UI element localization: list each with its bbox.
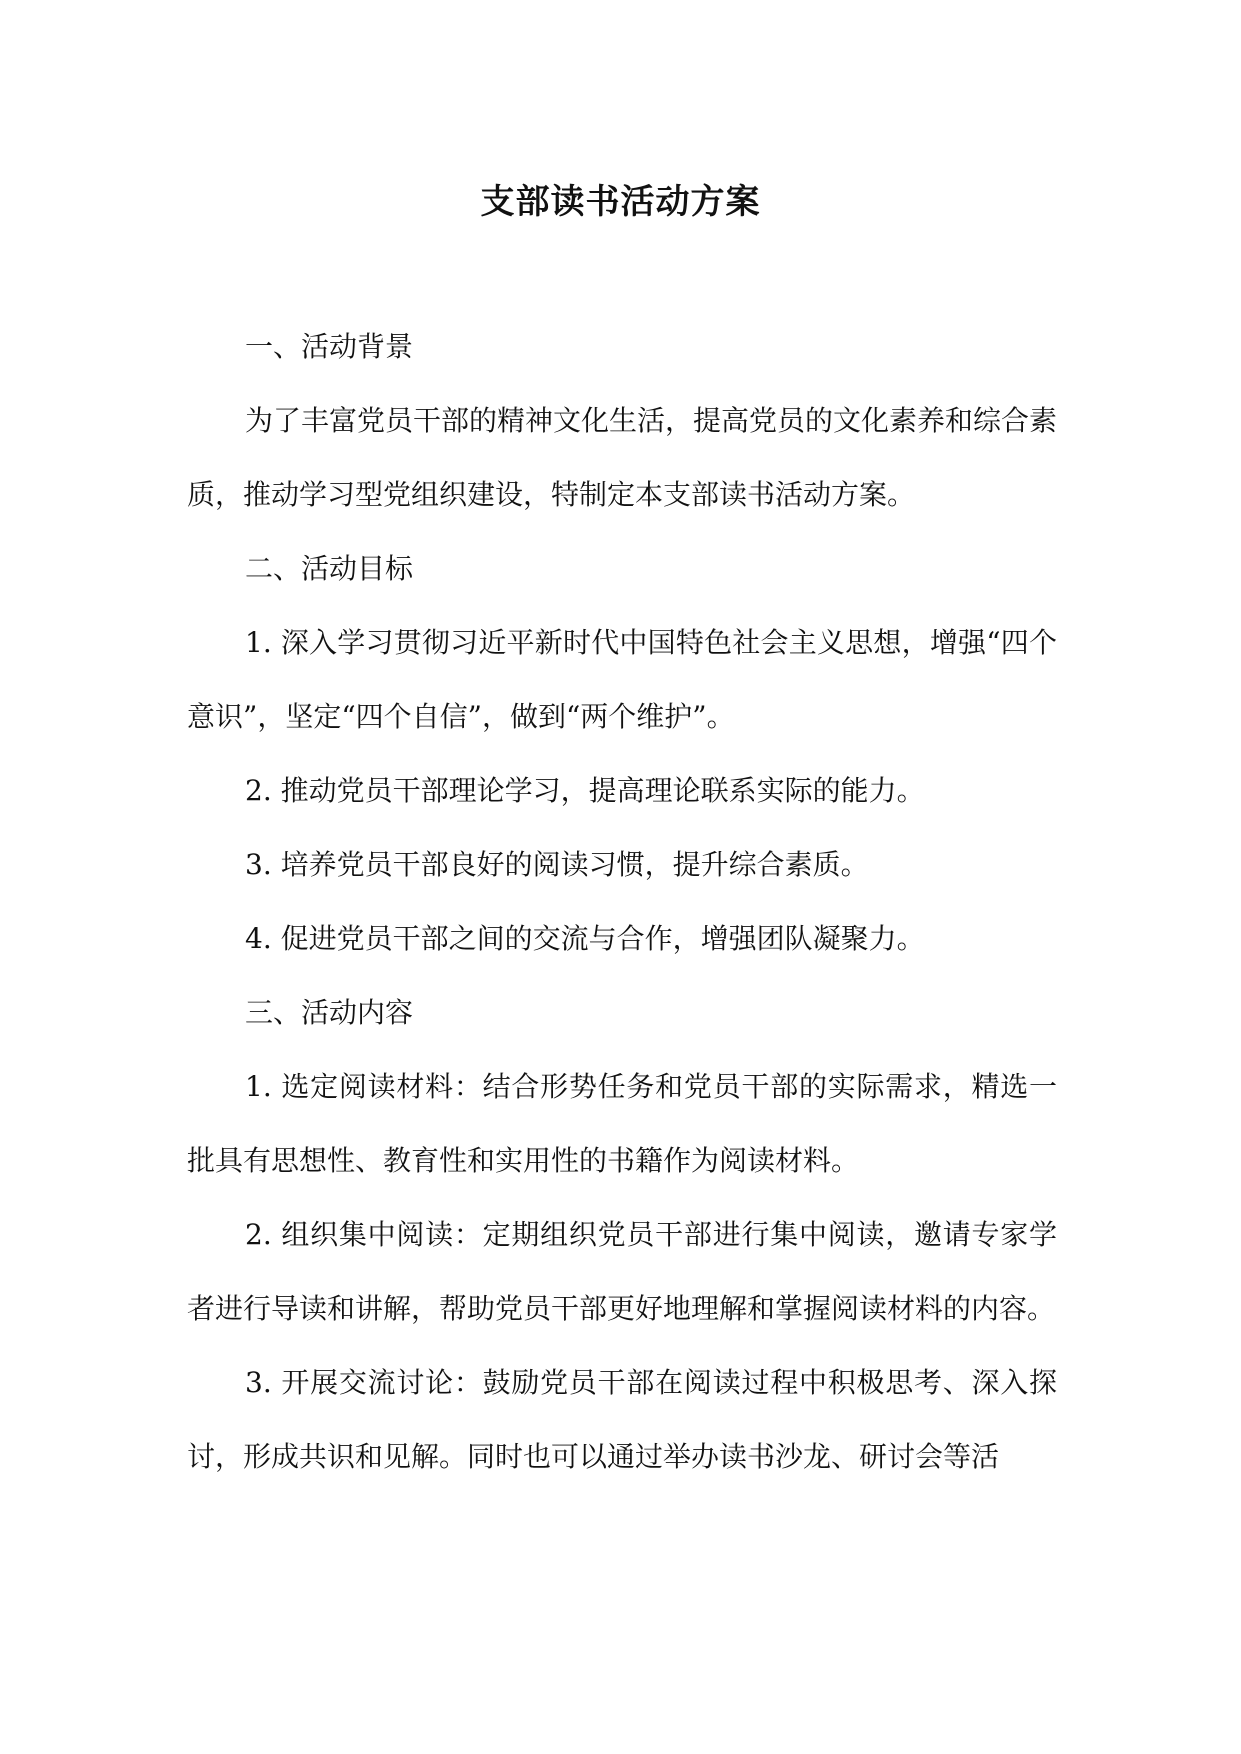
section-heading-goals: 二、活动目标 [245, 552, 414, 585]
goal-item-1: 1. 深入学习贯彻习近平新时代中国特色社会主义思想，增强“四个意识”，坚定“四个自信”，做到“两个维护”。 [187, 626, 1057, 733]
goal-item-3: 3. 培养党员干部良好的阅读习惯，提升综合素质。 [245, 848, 869, 881]
background-paragraph: 为了丰富党员干部的精神文化生活，提高党员的文化素养和综合素质，推动学习型党组织建设，特制定本支部读书活动方案。 [187, 404, 1058, 511]
content-item-3: 3. 开展交流讨论：鼓励党员干部在阅读过程中积极思考、深入探讨，形成共识和见解。同时也可以通过举办读书沙龙、研讨会等活 [187, 1366, 1057, 1473]
section-heading-background: 一、活动背景 [245, 330, 414, 363]
content-item-1: 1. 选定阅读材料：结合形势任务和党员干部的实际需求，精选一批具有思想性、教育性和实用性的书籍作为阅读材料。 [187, 1070, 1057, 1177]
document-body [187, 310, 1057, 1494]
section-heading-content: 三、活动内容 [245, 996, 414, 1029]
goal-item-2: 2. 推动党员干部理论学习，提高理论联系实际的能力。 [245, 774, 925, 807]
document-title: 支部读书活动方案 [480, 182, 761, 222]
content-item-2: 2. 组织集中阅读：定期组织党员干部进行集中阅读，邀请专家学者进行导读和讲解，帮助党员干部更好地理解和掌握阅读材料的内容。 [187, 1218, 1057, 1325]
goal-item-4: 4. 促进党员干部之间的交流与合作，增强团队凝聚力。 [245, 922, 925, 955]
